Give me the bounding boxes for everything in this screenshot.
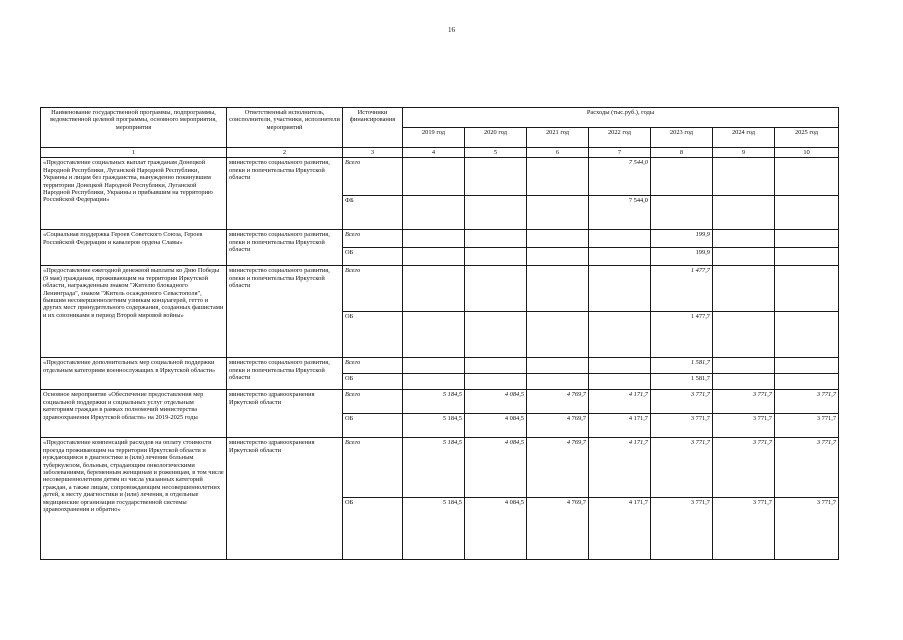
table-row <box>41 438 839 498</box>
ob-value-cell <box>465 312 527 358</box>
header-year: 2019 год <box>403 128 465 148</box>
header-year: 2025 год <box>775 128 839 148</box>
total-value-cell <box>403 266 465 312</box>
header-year: 2021 год <box>527 128 589 148</box>
total-value-cell: 3 771,7 <box>713 438 775 498</box>
total-value-cell <box>713 158 775 196</box>
column-index: 4 <box>403 148 465 158</box>
column-index: 9 <box>713 148 775 158</box>
column-index: 1 <box>41 148 227 158</box>
total-value-cell: 4 084,5 <box>465 390 527 414</box>
header-year: 2024 год <box>713 128 775 148</box>
total-value-cell <box>775 358 839 374</box>
column-index-row <box>41 148 839 158</box>
program-name-cell: «Предоставление дополнительных мер социальной поддержки отдельным категориям военнослужащих в Иркутской области» <box>41 358 227 390</box>
table-row <box>41 230 839 248</box>
column-index: 2 <box>227 148 343 158</box>
executor-cell: министерство здравоохранения Иркутской области <box>227 438 343 560</box>
ob-value-cell: 1 581,7 <box>651 374 713 390</box>
total-value-cell <box>713 230 775 248</box>
executor-cell: министерство здравоохранения Иркутской области <box>227 390 343 438</box>
total-value-cell: 4 769,7 <box>527 438 589 498</box>
total-value-cell <box>403 158 465 196</box>
column-index: 3 <box>343 148 403 158</box>
total-value-cell: 3 771,7 <box>775 390 839 414</box>
ob-value-cell: 199,9 <box>651 248 713 266</box>
ob-value-cell <box>527 248 589 266</box>
ob-value-cell: 4 769,7 <box>527 498 589 560</box>
program-name-cell: Основное мероприятие «Обеспечение предоставления мер социальной поддержки и социальных услуг отдельным категориям граждан в рамках полномочий министерства здравоохранения Иркутской области» на 2019-2025 годы <box>41 390 227 438</box>
total-value-cell <box>651 158 713 196</box>
total-value-cell: 1 581,7 <box>651 358 713 374</box>
ob-value-cell <box>465 248 527 266</box>
executor-cell: министерство социального развития, опеки и попечительства Иркутской области <box>227 358 343 390</box>
ob-value-cell: 3 771,7 <box>651 414 713 438</box>
source-ob-cell: ОБ <box>343 248 403 266</box>
total-value-cell: 4 769,7 <box>527 390 589 414</box>
source-ob-cell: ОБ <box>343 312 403 358</box>
total-value-cell: 4 084,5 <box>465 438 527 498</box>
ob-value-cell <box>403 196 465 230</box>
ob-value-cell: 1 477,7 <box>651 312 713 358</box>
total-value-cell <box>465 230 527 248</box>
total-value-cell: 1 477,7 <box>651 266 713 312</box>
total-value-cell: 5 184,5 <box>403 438 465 498</box>
ob-value-cell <box>403 312 465 358</box>
ob-value-cell: 5 184,5 <box>403 498 465 560</box>
total-value-cell: 4 171,7 <box>589 390 651 414</box>
ob-value-cell: 3 771,7 <box>651 498 713 560</box>
ob-value-cell <box>465 196 527 230</box>
total-value-cell: 3 771,7 <box>713 390 775 414</box>
total-value-cell: 4 171,7 <box>589 438 651 498</box>
column-index: 10 <box>775 148 839 158</box>
ob-value-cell <box>589 248 651 266</box>
page-number: 16 <box>448 26 455 34</box>
ob-value-cell: 5 184,5 <box>403 414 465 438</box>
ob-value-cell <box>465 374 527 390</box>
ob-value-cell <box>527 374 589 390</box>
ob-value-cell <box>403 374 465 390</box>
total-value-cell: 3 771,7 <box>775 438 839 498</box>
total-value-cell <box>403 358 465 374</box>
total-value-cell <box>527 266 589 312</box>
ob-value-cell: 3 771,7 <box>775 498 839 560</box>
total-value-cell: 3 771,7 <box>651 438 713 498</box>
ob-value-cell <box>775 374 839 390</box>
total-value-cell <box>527 358 589 374</box>
table-body <box>41 158 839 560</box>
total-value-cell <box>775 230 839 248</box>
table-row <box>41 390 839 414</box>
program-name-cell: «Предоставление социальных выплат гражданам Донецкой Народной Республики, Луганской Народной Республики, Украины и лицам без гражданства, вынужденно покинувшим территории Донецкой Народной Республики, Луганской Народной Республики, Украины и прибывшим на территорию Российской Федерации» <box>41 158 227 230</box>
total-value-cell: 7 544,0 <box>589 158 651 196</box>
table-row <box>41 158 839 196</box>
ob-value-cell: 4 171,7 <box>589 498 651 560</box>
ob-value-cell <box>589 312 651 358</box>
ob-value-cell <box>527 196 589 230</box>
source-ob-cell: ОБ <box>343 498 403 560</box>
total-value-cell <box>527 230 589 248</box>
source-total-cell: Всего <box>343 230 403 248</box>
column-index: 5 <box>465 148 527 158</box>
ob-value-cell: 4 084,5 <box>465 414 527 438</box>
header-year: 2020 год <box>465 128 527 148</box>
total-value-cell <box>775 266 839 312</box>
total-value-cell <box>465 158 527 196</box>
source-ob-cell: ФБ <box>343 196 403 230</box>
ob-value-cell: 4 084,5 <box>465 498 527 560</box>
ob-value-cell: 3 771,7 <box>713 414 775 438</box>
ob-value-cell <box>527 312 589 358</box>
ob-value-cell: 4 171,7 <box>589 414 651 438</box>
total-value-cell <box>465 266 527 312</box>
ob-value-cell <box>589 374 651 390</box>
source-total-cell: Всего <box>343 438 403 498</box>
table-row <box>41 358 839 374</box>
header-expenses: Расходы (тыс.руб.), годы <box>403 108 839 128</box>
source-total-cell: Всего <box>343 158 403 196</box>
source-ob-cell: ОБ <box>343 414 403 438</box>
ob-value-cell <box>775 196 839 230</box>
table-row <box>41 266 839 312</box>
column-index: 8 <box>651 148 713 158</box>
total-value-cell <box>403 230 465 248</box>
total-value-cell <box>713 358 775 374</box>
budget-table <box>40 107 839 560</box>
source-total-cell: Всего <box>343 358 403 374</box>
total-value-cell: 5 184,5 <box>403 390 465 414</box>
source-total-cell: Всего <box>343 390 403 414</box>
source-total-cell: Всего <box>343 266 403 312</box>
total-value-cell <box>589 266 651 312</box>
header-executor: Ответственный исполнитель, соисполнители, участники, исполнители мероприятий <box>227 108 343 148</box>
executor-cell: министерство социального развития, опеки и попечительства Иркутской области <box>227 266 343 358</box>
total-value-cell <box>713 266 775 312</box>
header-year: 2022 год <box>589 128 651 148</box>
executor-cell: министерство социального развития, опеки и попечительства Иркутской области <box>227 230 343 266</box>
ob-value-cell <box>713 248 775 266</box>
header-year: 2023 год <box>651 128 713 148</box>
source-ob-cell: ОБ <box>343 374 403 390</box>
table-header <box>41 108 839 158</box>
total-value-cell: 199,9 <box>651 230 713 248</box>
program-name-cell: «Предоставление компенсаций расходов на оплату стоимости проезда проживающим на территории Иркутской области и нуждающимся в диагностике и (или) лечении больным туберкулезом, больным, страдающим онкологическими заболеваниями, беременным женщинам и роженицам, в том числе несовершеннолетним детям из числа указанных категорий граждан, а также лицам, сопровождающим несовершеннолетних детей, к месту диагностики и (или) лечения, в отдельные медицинские организации государственной системы здравоохранения и обратно» <box>41 438 227 560</box>
ob-value-cell <box>713 196 775 230</box>
ob-value-cell: 3 771,7 <box>713 498 775 560</box>
program-name-cell: «Предоставление ежегодной денежной выплаты ко Дню Победы (9 мая) гражданам, проживающим на территории Иркутской области, награжденным знаком "Жителю блокадного Ленинграда", знаком "Житель осажденного Севастополя", бывшим несовершеннолетним узникам концлагерей, гетто и других мест принудительного содержания, созданных фашистами и их союзниками в период Второй мировой войны» <box>41 266 227 358</box>
ob-value-cell <box>713 374 775 390</box>
ob-value-cell <box>403 248 465 266</box>
ob-value-cell: 7 544,0 <box>589 196 651 230</box>
total-value-cell <box>775 158 839 196</box>
ob-value-cell: 3 771,7 <box>775 414 839 438</box>
total-value-cell <box>589 230 651 248</box>
ob-value-cell: 4 769,7 <box>527 414 589 438</box>
ob-value-cell <box>775 248 839 266</box>
program-name-cell: «Социальная поддержка Героев Советского Союза, Героев Российской Федерации и кавалеров ордена Славы» <box>41 230 227 266</box>
column-index: 7 <box>589 148 651 158</box>
header-source: Источники финансирования <box>343 108 403 148</box>
column-index: 6 <box>527 148 589 158</box>
header-name: Наименование государственной программы, подпрограммы, ведомственной целевой программы, основного мероприятия, мероприятия <box>41 108 227 148</box>
total-value-cell <box>527 158 589 196</box>
executor-cell: министерство социального развития, опеки и попечительства Иркутской области <box>227 158 343 230</box>
ob-value-cell <box>775 312 839 358</box>
ob-value-cell <box>651 196 713 230</box>
total-value-cell <box>589 358 651 374</box>
total-value-cell: 3 771,7 <box>651 390 713 414</box>
ob-value-cell <box>713 312 775 358</box>
total-value-cell <box>465 358 527 374</box>
